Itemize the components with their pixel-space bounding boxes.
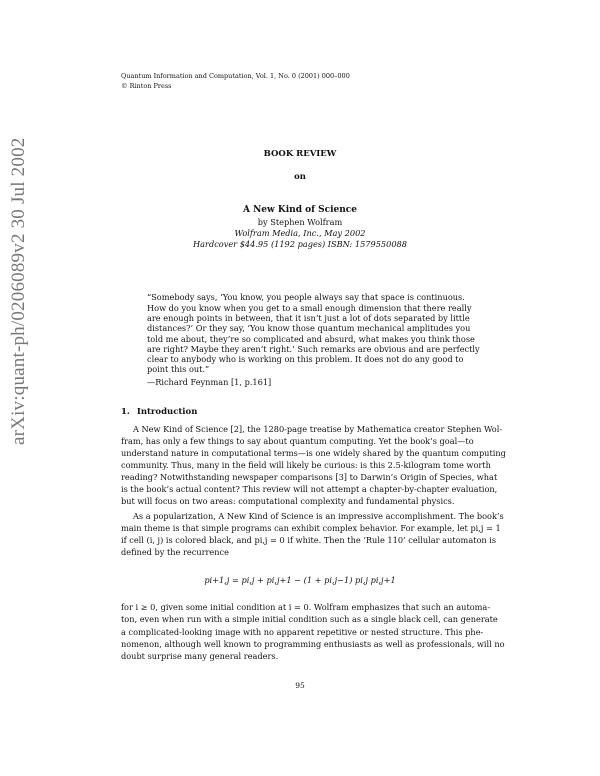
epigraph-line: distances?’ Or they say, ‘You know those quantum mechanical amplitudes you [147,323,471,333]
paragraph-line: but will focus on two areas: computational complexity and fundamental physics. [121,496,455,506]
paragraph-line: main theme is that simple programs can exhibit complex behavior. For example, let pi,j = 1 [121,523,501,533]
paragraph-line: doubt surprise many general readers. [121,651,279,661]
paragraph-line: reading? Notwithstanding newspaper comparisons [3] to Darwin’s Origin of Species, what [121,472,498,482]
recurrence-equation: pi+1,j = pi,j + pi,j+1 − (1 + pi,j−1) pi,j pi,j+1 [204,575,396,585]
paragraph-line: A New Kind of Science [2], the 1280-page treatise by Mathematica creator Stephen Wol- [133,424,503,434]
epigraph-line: told me about, they’re so complicated and absurd, what makes you think those [147,334,475,344]
page-number: 95 [295,681,305,690]
paragraph-line: if cell (i, j) is colored black, and pi,j = 0 if white. Then the ‘Rule 110’ cellular automaton is [121,535,497,545]
epigraph-line: are enough points in between, that it isn’t just a lot of dots separated by little [147,313,470,323]
paragraph-line: ton, even when run with a simple initial condition such as a single black cell, can generate [121,614,498,624]
epigraph-attribution: —Richard Feynman [1, p.161] [147,377,272,387]
paragraph-line: nomenon, although well known to programming enthusiasts as well as professionals, will no [121,639,505,649]
book-author: by Stephen Wolfram [257,217,343,227]
book-publisher: Wolfram Media, Inc., May 2002 [234,228,366,238]
epigraph-line: clear to anybody who is working on this problem. It does not do any good to [147,354,464,364]
paragraph-line: understand nature in computational terms—is one widely shared by the quantum computing [121,448,506,458]
review-on: on [294,172,306,182]
book-edition: Hardcover $44.95 (1192 pages) ISBN: 1579550088 [193,239,407,249]
paragraph-line: defined by the recurrence [121,547,229,557]
epigraph-line: point this out.” [147,364,210,374]
journal-line: Quantum Information and Computation, Vol. 1, No. 0 (2001) 000–000 [121,72,350,80]
review-heading: BOOK REVIEW [263,149,337,159]
paragraph-line: for i ≥ 0, given some initial condition at i = 0. Wolfram emphasizes that such an automa- [121,602,491,612]
section-number: 1. [121,407,130,417]
epigraph-line: How do you know when you get to a small enough dimension that there really [147,303,472,313]
section-title: Introduction [136,407,198,417]
book-title: A New Kind of Science [242,205,358,215]
paragraph-line: a complicated-looking image with no apparent repetitive or nested structure. This phe- [121,627,484,637]
epigraph-line: are right? Maybe they aren’t right.’ Such remarks are obvious and are perfectly [147,344,480,354]
paragraph-line: community. Thus, many in the field will likely be curious: is this 2.5-kilogram tome worth [121,460,491,470]
paragraph-line: As a popularization, A New Kind of Science is an impressive accomplishment. The book’s [133,511,504,521]
section-heading [121,407,197,417]
publisher-line: © Rinton Press [121,82,172,90]
paragraph-line: fram, has only a few things to say about quantum computing. Yet the book’s goal—to [121,436,474,446]
arxiv-stamp: arXiv:quant-ph/0206089v2 30 Jul 2002 [8,137,29,445]
paragraph-line: is the book’s actual content? This review will not attempt a chapter-by-chapter evaluation, [121,484,498,494]
epigraph-line: “Somebody says, ‘You know, you people always say that space is continuous. [147,292,465,302]
